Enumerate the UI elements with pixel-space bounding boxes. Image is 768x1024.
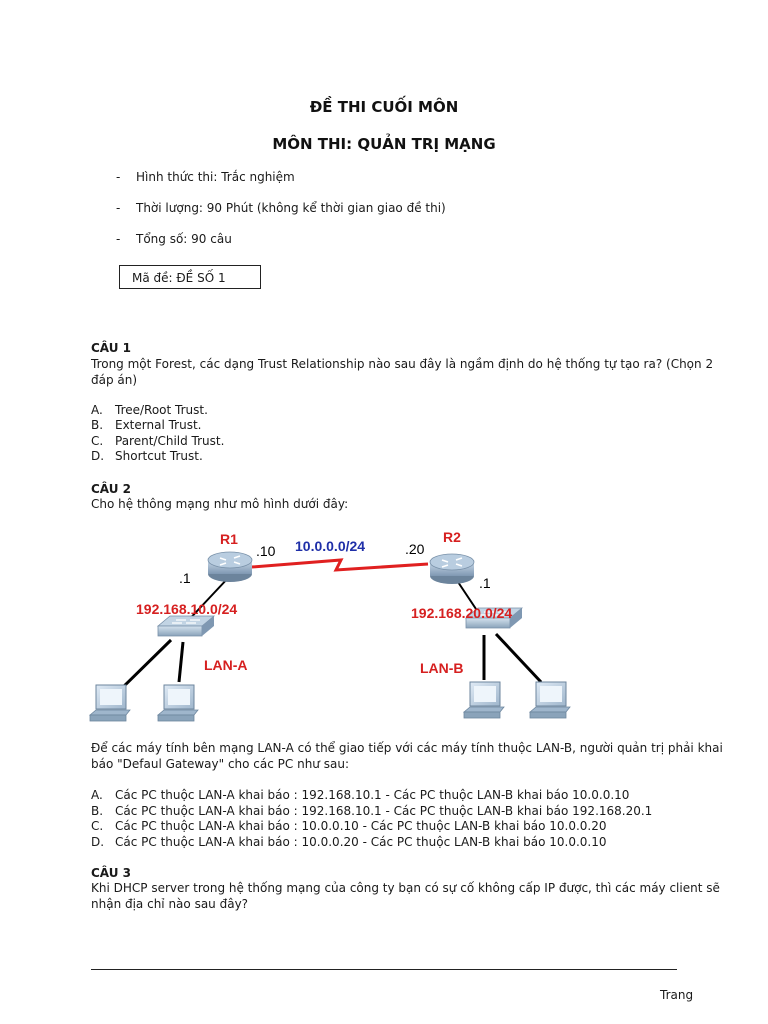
exam-title: ĐỀ THI CUỐI MÔN (309, 98, 459, 116)
r1-lan-address: .1 (179, 570, 191, 586)
option-letter: C. (91, 819, 104, 833)
lan-b-label: LAN-B (420, 660, 464, 676)
bullet-dash: - (116, 170, 121, 184)
bullet-dash: - (116, 201, 121, 215)
exam-code-box (119, 265, 261, 289)
network-diagram (86, 522, 606, 730)
bullet-dash: - (116, 232, 121, 246)
q2-text-line2: báo "Defaul Gateway" cho các PC như sau: (91, 757, 349, 771)
option-letter: A. (91, 788, 103, 802)
router1-label: R1 (220, 531, 238, 547)
q2-option-d (91, 835, 607, 851)
option-text: Các PC thuộc LAN-A khai báo : 192.168.10.1 - Các PC thuộc LAN-B khai báo 192.168.20.1 (115, 804, 653, 818)
q2-text-line1: Để các máy tính bên mạng LAN-A có thể giao tiếp với các máy tính thuộc LAN-B, người quản trị phải khai (91, 741, 723, 755)
option-text: Tree/Root Trust. (115, 403, 208, 417)
lan-a-label: LAN-A (204, 657, 248, 673)
option-letter: B. (91, 418, 104, 432)
q1-option-c (91, 434, 224, 450)
info-duration: Thời lượng: 90 Phút (không kể thời gian giao đề thi) (136, 201, 446, 215)
q2-heading: CÂU 2 (91, 482, 131, 496)
q3-heading: CÂU 3 (91, 866, 131, 880)
option-letter: A. (91, 403, 103, 417)
q3-text-line1: Khi DHCP server trong hệ thống mạng của công ty bạn có sự cố không cấp IP được, thì các máy client sẽ (91, 881, 720, 895)
r2-wan-address: .20 (405, 541, 425, 557)
option-text: Parent/Child Trust. (115, 434, 225, 448)
switch-pc2-link (179, 642, 183, 682)
q1-option-b (91, 418, 201, 434)
pc-icon (530, 682, 570, 718)
switch-pc4-link (496, 634, 541, 682)
option-text: Shortcut Trust. (115, 449, 203, 463)
page-label: Trang (660, 988, 694, 1002)
option-text: Các PC thuộc LAN-A khai báo : 192.168.10.1 - Các PC thuộc LAN-B khai báo 10.0.0.10 (115, 788, 630, 802)
pc-icon (90, 685, 130, 721)
q1-option-d (91, 449, 203, 465)
r1-wan-address: .10 (256, 543, 276, 559)
q2-option-a (91, 788, 629, 804)
lan-a-network-label: 192.168.10.0/24 (136, 601, 238, 617)
option-text: Các PC thuộc LAN-A khai báo : 10.0.0.10 - Các PC thuộc LAN-B khai báo 10.0.0.20 (115, 819, 607, 833)
router-icon (430, 554, 474, 584)
router2-label: R2 (443, 529, 461, 545)
exam-code: Mã đề: ĐỀ SỐ 1 (132, 271, 226, 285)
router-icon (208, 552, 252, 582)
q1-heading: CÂU 1 (91, 341, 131, 355)
option-text: External Trust. (115, 418, 202, 432)
lan-b-network-label: 192.168.20.0/24 (411, 605, 513, 621)
q1-option-a (91, 403, 208, 419)
option-text: Các PC thuộc LAN-A khai báo : 10.0.0.20 - Các PC thuộc LAN-B khai báo 10.0.0.10 (115, 835, 607, 849)
q3-text-line2: nhận địa chỉ nào sau đây? (91, 897, 249, 911)
info-format: Hình thức thi: Trắc nghiệm (136, 170, 295, 184)
lan-b-links (456, 579, 541, 682)
info-count: Tổng số: 90 câu (136, 232, 232, 246)
pc-icon (464, 682, 504, 718)
wan-link (252, 560, 428, 570)
q2-intro: Cho hệ thông mạng như mô hình dưới đây: (91, 497, 349, 511)
q2-option-c (91, 819, 607, 835)
q2-option-b (91, 804, 652, 820)
q1-text-line2: đáp án) (91, 373, 138, 387)
switch-pc1-link (118, 640, 171, 692)
option-letter: D. (91, 835, 105, 849)
r2-lan-address: .1 (479, 575, 491, 591)
option-letter: D. (91, 449, 105, 463)
wan-network-label: 10.0.0.0/24 (295, 538, 366, 554)
switch-icon (158, 616, 214, 636)
option-letter: C. (91, 434, 104, 448)
option-letter: B. (91, 804, 104, 818)
footer-divider (91, 969, 677, 970)
q1-text-line1: Trong một Forest, các dạng Trust Relationship nào sau đây là ngầm định do hệ thống tự tạo ra? (Chọn 2 (91, 357, 714, 371)
pc-icon (158, 685, 198, 721)
exam-subject: MÔN THI: QUẢN TRỊ MẠNG (272, 135, 496, 153)
